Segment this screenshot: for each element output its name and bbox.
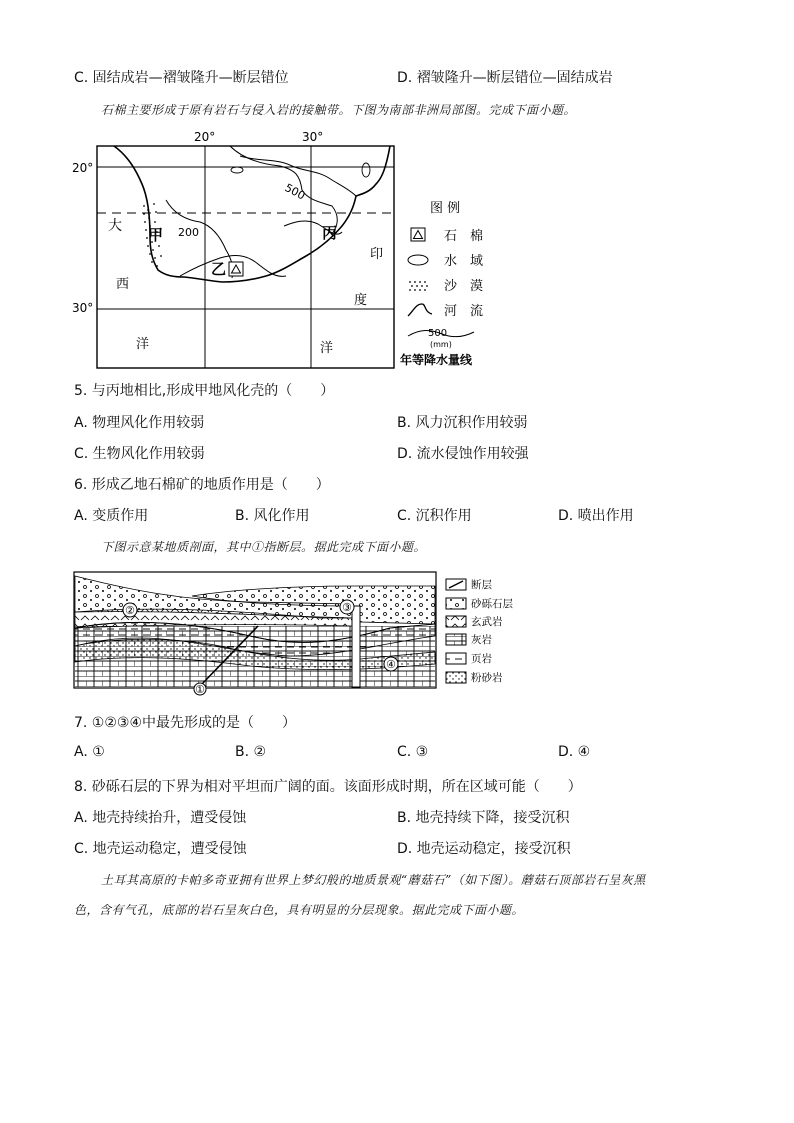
- q4-option-c: C. 固结成岩—褶皱隆升—断层错位: [74, 70, 289, 86]
- label-jia: 甲: [148, 226, 164, 244]
- legend-title: 图 例: [430, 201, 461, 216]
- q6-option-c: C. 沉积作用: [397, 508, 472, 524]
- legend-isohyet-unit: (mm): [430, 340, 452, 349]
- lat-label-30: 30°: [72, 301, 94, 315]
- intro-mushroom-line2: 色，含有气孔，底部的岩石呈灰白色，具有明显的分层现象。据此完成下面小题。: [74, 903, 525, 917]
- label-yi: 乙: [211, 260, 227, 278]
- isohyet-label-200: 200: [178, 226, 199, 239]
- q8-option-c: C. 地壳运动稳定，遭受侵蚀: [74, 841, 247, 857]
- coastline: [114, 146, 390, 282]
- legend-isohyet-label: 年等降水量线: [400, 353, 473, 367]
- legend-water-icon: [408, 255, 428, 265]
- q6-option-a: A. 变质作用: [74, 508, 149, 524]
- svg-text:③: ③: [342, 601, 352, 614]
- q6-option-d: D. 喷出作用: [558, 508, 634, 524]
- legend-limestone-label: 灰岩: [471, 634, 492, 646]
- q6-option-b: B. 风化作用: [235, 508, 310, 524]
- dike-3: [352, 606, 360, 687]
- q5-option-b: B. 风力沉积作用较弱: [397, 415, 528, 431]
- label-xi: 西: [116, 277, 130, 292]
- svg-text:④: ④: [386, 658, 396, 671]
- legend-desert-label: 沙 漠: [444, 279, 484, 294]
- legend-river-label: 河 流: [444, 304, 484, 319]
- q4-option-d: D. 褶皱隆升—断层错位—固结成岩: [397, 70, 613, 86]
- q7-option-b: B. ②: [235, 744, 267, 760]
- lon-label-20: 20°: [194, 130, 216, 144]
- q5-option-d: D. 流水侵蚀作用较强: [397, 446, 529, 462]
- legend-asbestos-label: 石 棉: [444, 229, 484, 244]
- section-legend: [446, 578, 513, 684]
- label-da: 大: [108, 218, 122, 234]
- q8-option-b: B. 地壳持续下降，接受沉积: [397, 810, 570, 826]
- isohyet-label-500: 500: [282, 181, 308, 203]
- q7-stem: 7. ①②③④中最先形成的是（ ）: [74, 715, 297, 731]
- legend-isohyet-value: 500: [428, 328, 448, 339]
- svg-text:①: ①: [195, 683, 205, 696]
- label-yin: 印: [370, 247, 384, 262]
- label-yang-east: 洋: [320, 341, 334, 356]
- q8-stem: 8. 砂砾石层的下界为相对平坦而广阔的面。该面形成时期，所在区域可能（ ）: [74, 779, 582, 795]
- lon-label-30: 30°: [302, 130, 324, 144]
- legend-water-label: 水 域: [444, 254, 484, 269]
- q7-option-a: A. ①: [74, 744, 105, 760]
- legend-basalt-label: 玄武岩: [471, 616, 503, 628]
- intro-mushroom-line1: 土耳其高原的卡帕多奇亚拥有世界上梦幻般的地质景观“蘑菇石”（如下图）。蘑菇石顶部岩石呈灰黑: [101, 873, 646, 887]
- label-yang-west: 洋: [136, 337, 150, 352]
- q8-option-a: A. 地壳持续抬升，遭受侵蚀: [74, 810, 247, 826]
- legend-siltstone-label: 粉砂岩: [471, 672, 503, 684]
- q8-option-d: D. 地壳运动稳定，接受沉积: [397, 841, 571, 857]
- lake-water: [231, 167, 243, 173]
- q5-option-a: A. 物理风化作用较弱: [74, 415, 205, 431]
- legend-fault-label: 断层: [471, 579, 492, 591]
- southern-africa-map: [70, 126, 500, 370]
- q5-option-c: C. 生物风化作用较弱: [74, 446, 205, 462]
- q6-stem: 6. 形成乙地石棉矿的地质作用是（ ）: [74, 477, 330, 493]
- legend-gravel-label: 砂砾石层: [471, 598, 513, 610]
- legend-river-icon: [408, 304, 432, 316]
- legend-shale-label: 页岩: [471, 653, 492, 665]
- q7-option-c: C. ③: [397, 744, 429, 760]
- lake-water: [362, 163, 370, 177]
- q5-stem: 5. 与丙地相比,形成甲地风化壳的（ ）: [74, 383, 335, 399]
- label-du: 度: [354, 293, 368, 308]
- intro-section: 下图示意某地质剖面，其中①指断层。据此完成下面小题。: [101, 540, 427, 554]
- svg-text:②: ②: [125, 604, 135, 617]
- q7-option-d: D. ④: [558, 744, 591, 760]
- label-bing: 丙: [322, 224, 338, 242]
- geologic-cross-section: [70, 566, 530, 700]
- intro-asbestos: 石棉主要形成于原有岩石与侵入岩的接触带。下图为南部非洲局部图。完成下面小题。: [101, 103, 577, 117]
- lat-label-20: 20°: [72, 161, 94, 175]
- legend-desert-icon: [409, 281, 428, 291]
